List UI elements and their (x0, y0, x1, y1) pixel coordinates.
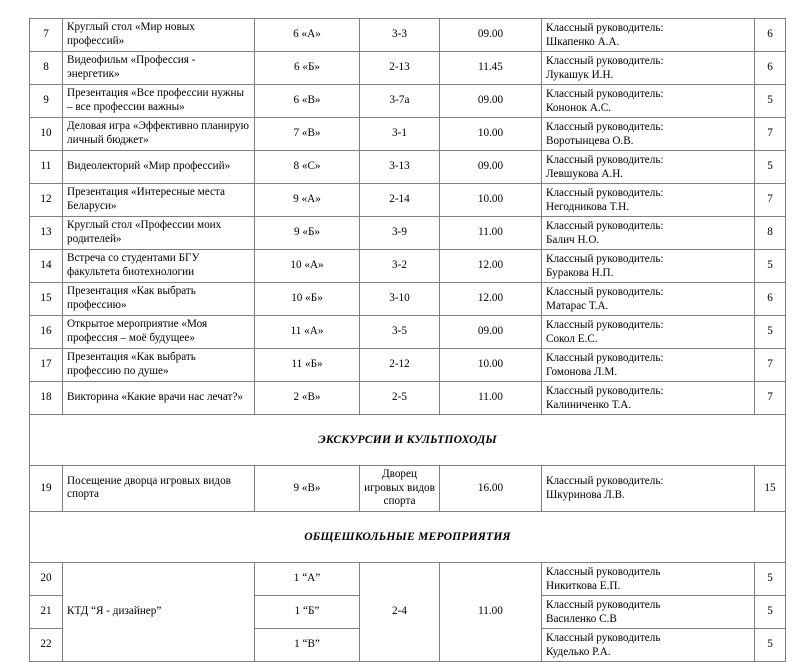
event-time: 09.00 (440, 316, 542, 349)
table-row (30, 52, 786, 85)
event-title: Презентация «Как выбрать профессию по душе» (63, 349, 255, 382)
participant-count: 8 (755, 217, 786, 250)
participant-count: 6 (755, 283, 786, 316)
event-time: 09.00 (440, 151, 542, 184)
row-number: 22 (30, 628, 63, 661)
responsible-name: Воротынцева О.В. (546, 135, 634, 147)
event-title: Видеолекторий «Мир профессий» (63, 151, 255, 184)
participant-count: 5 (755, 628, 786, 661)
table-row (30, 283, 786, 316)
responsible-person (542, 184, 755, 217)
responsible-person (542, 85, 755, 118)
responsible-name: Василенко С.В (546, 612, 617, 625)
row-number: 17 (30, 349, 63, 382)
event-time: 16.00 (440, 466, 542, 512)
section-header-row (30, 415, 786, 466)
responsible-name: Кононок А.С. (546, 102, 612, 114)
participant-count: 5 (755, 250, 786, 283)
responsible-person (542, 118, 755, 151)
responsible-role: Классный руководитель (546, 631, 661, 644)
row-number: 8 (30, 52, 63, 85)
responsible-person (542, 250, 755, 283)
venue-code: 3-10 (360, 283, 440, 316)
responsible-role: Классный руководитель (546, 598, 661, 611)
event-title: Деловая игра «Эффективно планирую личный бюджет» (63, 118, 255, 151)
responsible-name: Гомонова Л.М. (546, 366, 618, 378)
class-label: 8 «С» (255, 151, 360, 184)
row-number: 19 (30, 466, 63, 512)
responsible-person (542, 562, 755, 595)
event-time: 10.00 (440, 184, 542, 217)
responsible-name: Шкапенко А.А. (546, 36, 620, 48)
row-number: 14 (30, 250, 63, 283)
venue-code-merged: 2-4 (360, 562, 440, 661)
event-time: 11.00 (440, 382, 542, 415)
responsible-name: Негодникова Т.Н. (546, 201, 630, 213)
event-title: Презентация «Как выбрать профессию» (63, 283, 255, 316)
responsible-name: Шкуринова Л.В. (546, 489, 625, 502)
participant-count: 5 (755, 316, 786, 349)
class-label: 6 «А» (255, 19, 360, 52)
responsible-name: Куделько Р.А. (546, 645, 611, 658)
venue-code: 2-12 (360, 349, 440, 382)
class-label: 1 “В” (255, 628, 360, 661)
event-time: 10.00 (440, 118, 542, 151)
responsible-role: Классный руководитель: (546, 154, 664, 166)
row-number: 20 (30, 562, 63, 595)
event-time: 09.00 (440, 19, 542, 52)
class-label: 11 «А» (255, 316, 360, 349)
venue-code: 3-5 (360, 316, 440, 349)
venue-code: 3-2 (360, 250, 440, 283)
responsible-person (542, 316, 755, 349)
class-label: 9 «А» (255, 184, 360, 217)
section-header-row (30, 511, 786, 562)
responsible-person (542, 151, 755, 184)
table-row (30, 118, 786, 151)
row-number: 21 (30, 595, 63, 628)
table-row (30, 466, 786, 512)
event-time: 11.45 (440, 52, 542, 85)
event-title: Презентация «Интересные места Беларуси» (63, 184, 255, 217)
responsible-role: Классный руководитель: (546, 22, 664, 34)
participant-count: 15 (755, 466, 786, 512)
table-row (30, 217, 786, 250)
responsible-role: Классный руководитель: (546, 319, 664, 331)
table-row (30, 85, 786, 118)
responsible-name: Матарас Т.А. (546, 300, 609, 312)
participant-count: 5 (755, 595, 786, 628)
class-label: 11 «Б» (255, 349, 360, 382)
responsible-person (542, 466, 755, 512)
class-label: 9 «Б» (255, 217, 360, 250)
event-time: 10.00 (440, 349, 542, 382)
class-label: 6 «Б» (255, 52, 360, 85)
row-number: 9 (30, 85, 63, 118)
participant-count: 7 (755, 184, 786, 217)
event-title: Посещение дворца игровых видов спорта (63, 466, 255, 512)
responsible-role: Классный руководитель: (546, 385, 664, 397)
participant-count: 5 (755, 151, 786, 184)
event-time-merged: 11.00 (440, 562, 542, 661)
participant-count: 6 (755, 19, 786, 52)
participant-count: 7 (755, 349, 786, 382)
class-label: 10 «Б» (255, 283, 360, 316)
responsible-role: Классный руководитель: (546, 88, 664, 100)
responsible-role: Классный руководитель: (546, 121, 664, 133)
responsible-person (542, 217, 755, 250)
responsible-name: Буракова Н.П. (546, 267, 614, 279)
venue-code: 2-5 (360, 382, 440, 415)
participant-count: 5 (755, 85, 786, 118)
participant-count: 7 (755, 382, 786, 415)
row-number: 16 (30, 316, 63, 349)
event-time: 12.00 (440, 250, 542, 283)
event-time: 11.00 (440, 217, 542, 250)
venue-code: 3-7а (360, 85, 440, 118)
event-title-merged: КТД “Я - дизайнер” (63, 562, 255, 661)
participant-count: 6 (755, 52, 786, 85)
responsible-person (542, 283, 755, 316)
row-number: 11 (30, 151, 63, 184)
venue-code: 2-13 (360, 52, 440, 85)
event-title: Презентация «Все профессии нужны – все профессии важны» (63, 85, 255, 118)
responsible-person (542, 595, 755, 628)
table-row (30, 184, 786, 217)
class-label: 10 «А» (255, 250, 360, 283)
row-number: 12 (30, 184, 63, 217)
event-title: Викторина «Какие врачи нас лечат?» (63, 382, 255, 415)
responsible-name: Сокол Е.С. (546, 333, 598, 345)
responsible-role: Классный руководитель: (546, 187, 664, 199)
schedule-table (29, 18, 786, 662)
responsible-role: Классный руководитель (546, 565, 661, 578)
responsible-person (542, 382, 755, 415)
event-title: Круглый стол «Профессии моих родителей» (63, 217, 255, 250)
event-time: 12.00 (440, 283, 542, 316)
class-label: 1 “Б” (255, 595, 360, 628)
responsible-person (542, 19, 755, 52)
table-row (30, 250, 786, 283)
class-label: 9 «В» (255, 466, 360, 512)
responsible-role: Классный руководитель: (546, 55, 664, 67)
venue-code: 3-1 (360, 118, 440, 151)
row-number: 13 (30, 217, 63, 250)
table-row (30, 349, 786, 382)
responsible-name: Балич Н.О. (546, 234, 600, 246)
schedule-table-body (30, 19, 786, 662)
responsible-name: Никиткова Е.П. (546, 579, 621, 592)
class-label: 7 «В» (255, 118, 360, 151)
row-number: 7 (30, 19, 63, 52)
row-number: 18 (30, 382, 63, 415)
row-number: 15 (30, 283, 63, 316)
participant-count: 7 (755, 118, 786, 151)
section-title-schoolwide: ОБЩЕШКОЛЬНЫЕ МЕРОПРИЯТИЯ (30, 511, 786, 562)
venue-code: 3-13 (360, 151, 440, 184)
event-time: 09.00 (440, 85, 542, 118)
responsible-role: Классный руководитель: (546, 220, 664, 232)
participant-count: 5 (755, 562, 786, 595)
responsible-role: Классный руководитель: (546, 475, 664, 488)
responsible-name: Калиниченко Т.А. (546, 399, 632, 411)
venue-code: 3-3 (360, 19, 440, 52)
section-title-excursions: ЭКСКУРСИИ И КУЛЬТПОХОДЫ (30, 415, 786, 466)
event-title: Открытое мероприятие «Моя профессия – моё будущее» (63, 316, 255, 349)
event-title: Круглый стол «Мир новых профессий» (63, 19, 255, 52)
class-label: 6 «В» (255, 85, 360, 118)
table-row (30, 19, 786, 52)
table-row (30, 151, 786, 184)
responsible-name: Лукашук И.Н. (546, 69, 614, 81)
responsible-role: Классный руководитель: (546, 352, 664, 364)
table-row (30, 316, 786, 349)
venue-code: Дворец игровых видов спорта (360, 466, 440, 512)
event-title: Встреча со студентами БГУ факультета биотехнологии (63, 250, 255, 283)
row-number: 10 (30, 118, 63, 151)
responsible-person (542, 349, 755, 382)
event-title: Видеофильм «Профессия - энергетик» (63, 52, 255, 85)
responsible-role: Классный руководитель: (546, 253, 664, 265)
venue-code: 3-9 (360, 217, 440, 250)
responsible-person (542, 628, 755, 661)
responsible-name: Левшукова А.Н. (546, 168, 624, 180)
class-label: 1 “А” (255, 562, 360, 595)
class-label: 2 «В» (255, 382, 360, 415)
venue-code: 2-14 (360, 184, 440, 217)
responsible-role: Классный руководитель: (546, 286, 664, 298)
table-row (30, 562, 786, 595)
table-row (30, 382, 786, 415)
responsible-person (542, 52, 755, 85)
